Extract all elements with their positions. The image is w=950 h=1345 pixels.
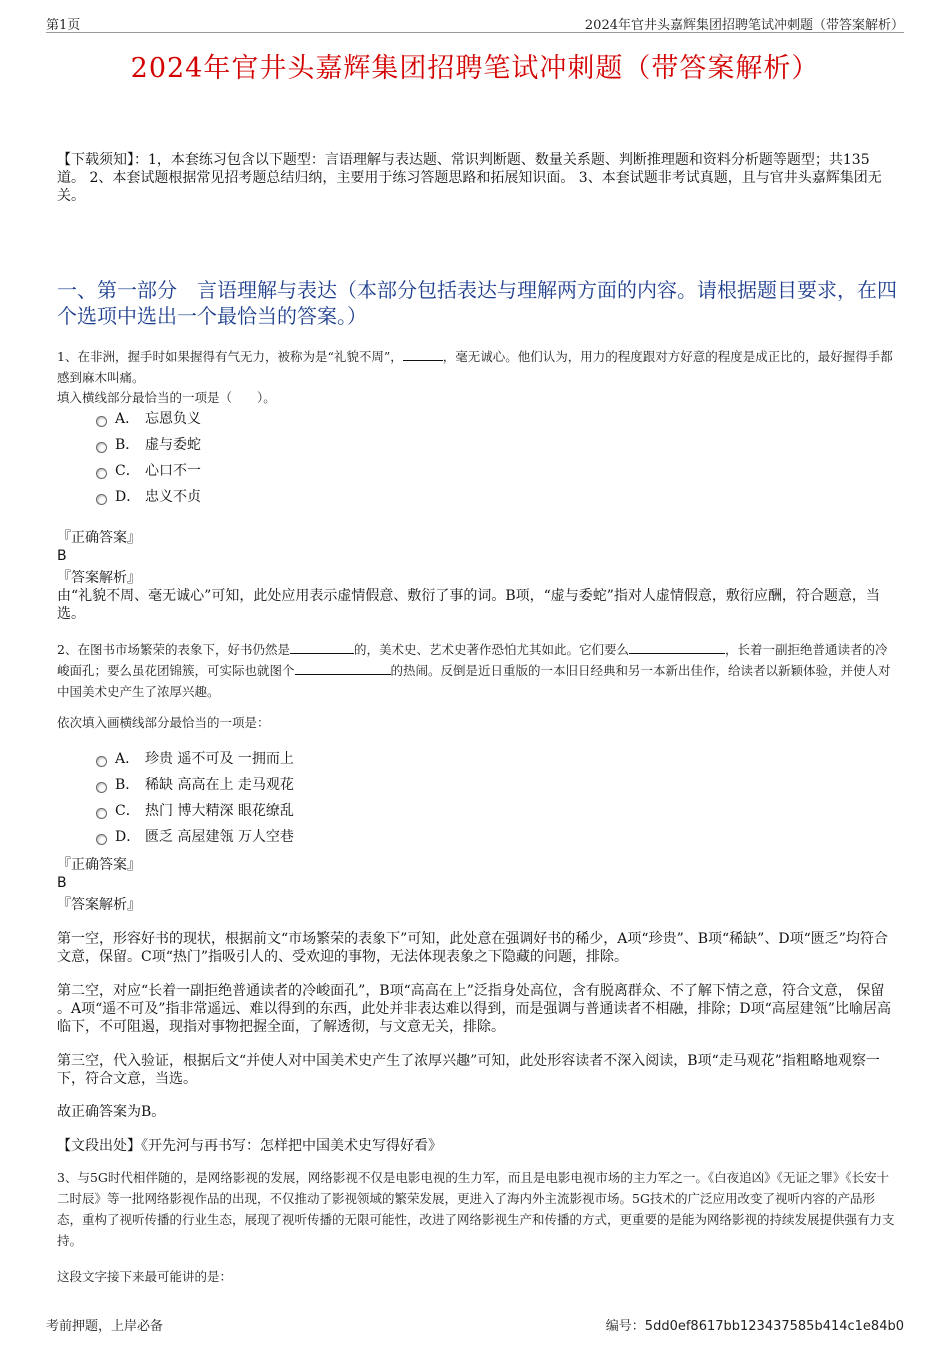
question-1-option-b[interactable]: B． 虚与委蛇 [96,435,201,455]
radio-button-icon[interactable] [96,468,107,479]
question-1-answer-label: 『正确答案』 [57,530,141,546]
answer-blank [290,640,354,654]
download-notice: 【下载须知】：1，本套练习包含以下题型：言语理解与表达题、常识判断题、数量关系题、判断推理题和资料分析题等题型；共135道。 2、本套试题根据常见招考题总结归纳，主要用于练习答题思路和拓展知识面。 3、本套试题非考试真题，且与官井头嘉辉集团无关。 [57,152,882,204]
question-3-stem: 3、与5G时代相伴随的，是网络影视的发展，网络影视不仅是电影电视的生力军，而且是电影电视市场的主力军之一。《白夜追凶》《无证之罪》《长安十二时辰》等一批网络影视作品的出现，不仅推动了影视领域的繁荣发展，更进入了海内外主流影视市场。5G技术的广泛应用改变了视听内容的产品形态，重构了视听传播的行业生态，展现了视听传播的无限可能性，改进了网络影视生产和传播的方式，更重要的是能为网络影视的持续发展提供强有力支持。 [57,1170,895,1248]
question-1-stem [57,346,897,388]
radio-button-icon[interactable] [96,834,107,845]
question-2-source: 【文段出处】《开先河与再书写：怎样把中国美术史写得好看》 [57,1138,442,1154]
answer-blank [295,661,391,675]
question-2-answer: B [57,875,67,891]
question-3-prompt: 这段文字接下来最可能讲的是： [57,1269,233,1284]
question-1-option-c[interactable]: C． 心口不一 [96,461,201,481]
question-1-analysis-label: 『答案解析』 [57,570,141,586]
radio-button-icon[interactable] [96,416,107,427]
question-2-analysis-label: 『答案解析』 [57,897,141,913]
question-2-answer-label: 『正确答案』 [57,857,141,873]
question-2-option-b[interactable]: B． 稀缺 高高在上 走马观花 [96,775,294,795]
radio-button-icon[interactable] [96,756,107,767]
answer-blank [629,640,725,654]
radio-button-icon[interactable] [96,782,107,793]
page-title: 2024年官井头嘉辉集团招聘笔试冲刺题（带答案解析） [130,53,820,84]
answer-blank [403,347,443,361]
radio-button-icon[interactable] [96,442,107,453]
question-2-analysis-p2: 第二空，对应“长着一副拒绝普通读者的冷峻面孔”，B项“高高在上”泛指身处高位，含有脱离群众、不了解下情之意，符合文意， 保留 。A项“遥不可及”指非常遥远、难以得到的东西，此处并非表达难以得到，而是强调与普通读者不相融，排除；D项“高屋建瓴”比喻居高临下，不可阻遏，现指对事物把握全面，了解透彻，与文意无关，排除。 [57,983,891,1035]
header-doc-title: 2024年官井头嘉辉集团招聘笔试冲刺题（带答案解析） [584,18,904,33]
radio-button-icon[interactable] [96,808,107,819]
radio-button-icon[interactable] [96,494,107,505]
question-1-prompt: 填入横线部分最恰当的一项是（ ）。 [57,390,276,405]
footer-slogan: 考前押题，上岸必备 [46,1319,164,1334]
question-1-option-d[interactable]: D． 忠义不贞 [96,487,201,507]
question-2-stem: 2、在图书市场繁荣的表象下，好书仍然是 的，美术史、艺术史著作恐怕尤其如此。它们要么 ，长着一副拒绝普通读者的冷峻面孔；要么虽花团锦簇，可实际也就图个 的热闹。反倒是近日重版的一本旧日经典和另一本新出佳作，给读者以新颖体验，并使人对中国美术史产生了浓厚兴趣。 [57,642,891,699]
question-2-option-c[interactable]: C． 热门 博大精深 眼花缭乱 [96,801,294,821]
question-2-analysis-p3: 第三空，代入验证，根据后文“并使人对中国美术史产生了浓厚兴趣”可知，此处形容读者不深入阅读，B项“走马观花”指粗略地观察一下，符合文意，当选。 [57,1053,880,1087]
question-1-stem-part-b: ，毫无诚心。他们认为，用力的程度跟对方好意的程度是成正比的，最好握得手都感到麻木叫痛。 [57,349,893,385]
question-1-option-a[interactable]: A． 忘恩负义 [96,409,201,429]
question-2-prompt: 依次填入画横线部分最恰当的一项是： [57,715,270,730]
section-heading: 一、第一部分 言语理解与表达（本部分包括表达与理解两方面的内容。请根据题目要求，在四个选项中选出一个最恰当的答案。） [57,278,897,328]
question-2-conclusion: 故正确答案为B。 [57,1104,166,1120]
question-1-answer: B [57,548,67,564]
question-1-analysis: 由“礼貌不周、毫无诚心”可知，此处应用表示虚情假意、敷衍了事的词。B项，“虚与委蛇”指对人虚情假意，敷衍应酬，符合题意，当选。 [57,588,880,622]
question-2-option-d[interactable]: D． 匮乏 高屋建瓴 万人空巷 [96,827,294,847]
page-number: 第1页 [46,18,81,33]
question-2-option-a[interactable]: A． 珍贵 遥不可及 一拥而上 [96,749,294,769]
question-1-stem-part-a: 1、在非洲，握手时如果握得有气无力，被称为是“礼貌不周”， [57,349,403,364]
question-2-analysis-p1: 第一空，形容好书的现状，根据前文“市场繁荣的表象下”可知，此处意在强调好书的稀少，A项“珍贵”、B项“稀缺”、D项“匮乏”均符合文意，保留。C项“热门”指吸引人的、受欢迎的事物，无法体现表象之下隐藏的问题，排除。 [57,931,888,965]
header-divider [46,32,904,33]
footer-code: 编号：5dd0ef8617bb123437585b414c1e84b0 [605,1319,904,1334]
